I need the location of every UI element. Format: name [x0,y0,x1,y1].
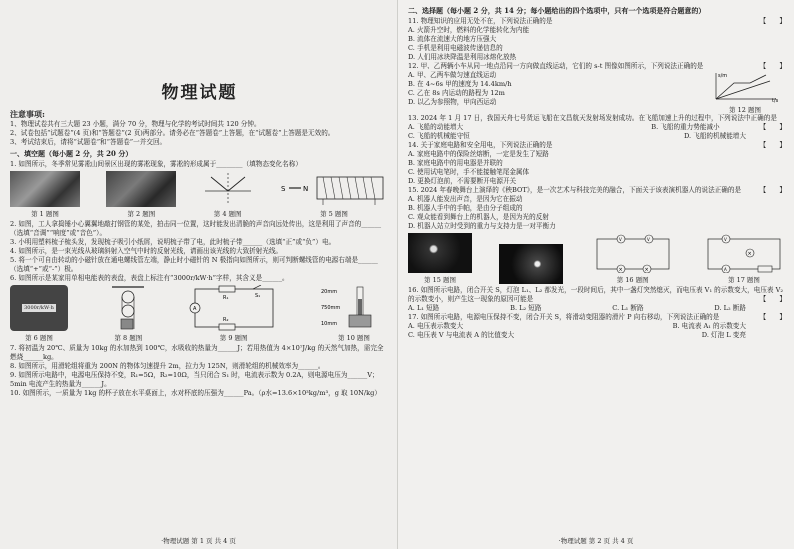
option: A. 机器人能发出声音，是因为它在振动 [408,195,523,203]
option: D. 人们用冰块降温是利用冰熔化放热 [408,53,517,61]
q12-block [408,71,786,114]
figure-caption: 第 4 题图 [213,210,242,218]
notes-heading: 注意事项: [10,109,45,119]
note-item: 1、物理试卷共有三大题 23 小题，满分 70 分，物理与化学的考试时间共 120 分钟。 [10,120,261,128]
fig10-label: 10mm [320,321,338,327]
fig10-label: 750mm [320,305,341,311]
answer-bracket: 【 】 [759,123,786,131]
answer-bracket: 【 】 [759,313,786,321]
question-16 [408,286,786,304]
figure-15 [408,233,472,284]
question-10: 10. 如图所示，一质量为 1kg 的杯子放在水平桌面上，水对杯底的压强为______Pa。（ρ水=13.6×10³kg/m³，g 取 10N/kg） [10,389,381,397]
figure-caption: 第 8 题图 [114,334,143,342]
solenoid-diagram [279,171,389,207]
answer-bracket: 【 】 [759,295,786,303]
figure-caption: 第 6 题图 [25,334,53,342]
figure-8 [108,285,148,342]
frost-photo [10,171,80,207]
figure-4 [203,171,253,218]
option-row [408,322,786,331]
figures-row-2 [10,285,389,342]
svg-text:t/s: t/s [772,98,779,103]
fig10-label: 20mm [320,289,338,295]
svg-text:A: A [192,306,197,312]
option: A. L₁ 短路 [408,304,440,312]
st-graph [710,71,780,103]
figures-row-right [408,233,786,284]
refraction-diagram [203,171,253,207]
question-11 [408,17,786,26]
option: A. 火箭升空时，燃料的化学能转化为内能 [408,26,530,34]
stage-photo [408,233,472,273]
page-footer: ·物理试题 第 2 页 共 4 页 [558,537,634,545]
option: B. 家庭电路中的用电器是并联的 [408,159,503,167]
question-text: 15. 2024 年春晚舞台上演绎的《秧BOT》，是一次艺术与科技完美的融合，下面关于该表演机器人的说法正确的是 [408,186,742,194]
question-14 [408,141,786,150]
svg-text:V: V [723,237,727,242]
svg-text:s/m: s/m [718,73,728,79]
option: D. 以乙为参照物，甲向西运动 [408,98,497,106]
question-17 [408,313,786,322]
figure-16 [591,233,675,284]
question-text: 11. 物理知识的应用无处不在，下列说法正确的是 [408,17,553,25]
section-fill-in: 一、填空题（每小题 2 分，共 20 分） [10,149,133,158]
question-3: 3. 小明用塑料梳子梳头发，发现梳子吸引小纸屑，说明梳子带了电，此时梳子带______（选填“正”或“负”）电。 [10,238,336,246]
figure-caption: 第 1 题图 [31,210,59,218]
figure-caption: 第 10 题图 [338,334,370,342]
svg-text:A: A [723,267,727,272]
figure-12 [710,71,780,114]
option-row [408,132,786,141]
figure-2 [106,171,176,218]
question-1: 1. 如图所示，冬季常见雾凇山间景区出现的雾凇现象，雾凇的形成属于________（填物态变化名称） [10,160,302,168]
mercury-tube-diagram [319,285,389,331]
figure-10 [319,285,389,342]
option-row [408,331,786,340]
section-multiple-choice: 二、选择题（每小题 2 分，共 14 分；每小题给出的四个选项中，只有一个选项是符合题意的） [408,6,706,15]
svg-text:N: N [302,185,309,193]
figure-9 [189,285,279,342]
question-text: 13. 2024 年 1 月 17 日，我国天舟七号货运飞船在文昌航天发射场发射成功。在飞船加速上升的过程中，下列说法中正确的是 [408,114,777,122]
option: C. 观众能看到舞台上的机器人，是因为光的反射 [408,213,549,221]
svg-text:×: × [747,251,752,257]
question-text: 16. 如图所示电路，闭合开关 S，灯泡 L₁、L₂ 都发光，一段时间后，其中一盏灯突然熄灭，而电压表 V₁ 的示数变大，电压表 V₂ 的示数变小，则产生这一现象的原因可能是 [408,286,784,303]
figure-5 [279,171,389,218]
worker-photo [106,171,176,207]
circuit-16 [591,233,675,273]
notes-list [10,120,389,147]
option: D. 机器人站立时受到的重力与支持力是一对平衡力 [408,222,556,230]
answer-bracket: 【 】 [759,141,786,149]
page-footer: ·物理试题 第 1 页 共 4 页 [161,537,236,545]
svg-text:R₁: R₁ [222,295,229,301]
option: B. L₂ 短路 [510,304,542,312]
pulley-diagram [108,285,148,331]
option: C. L₁ 断路 [612,304,644,312]
question-9: 9. 如图所示电路中，电源电压保持不变，R₁=5Ω，R₂=10Ω，当只闭合 S₁ 时，电流表示数为 0.2A，则电源电压为______V；5min 电流产生的热量为______J。 [10,371,379,388]
option-row [408,123,760,132]
option: C. 乙在 8s 内运动的路程为 12m [408,89,505,97]
option: A. 飞船的动能增大 [408,123,464,131]
question-text: 14. 关于家庭电路和安全用电，下列说法正确的是 [408,141,553,149]
answer-bracket: 【 】 [759,17,786,25]
svg-text:V: V [646,237,650,242]
figure-1 [10,171,80,218]
question-text: 17. 如图所示电路，电源电压保持不变，闭合开关 S，将滑动变阻器的滑片 P 向右移动，下列说法正确的是 [408,313,720,321]
answer-bracket: 【 】 [759,62,786,70]
question-2: 2. 如图，工人拿捣锤小心翼翼地敲打钢管的某处，拍击同一位置，这时能发出清脆的声音向远处传出，这是利用了声音的______（选填“音调”“响度”或“音色”）。 [10,220,382,237]
question-15 [408,186,786,195]
option: D. 飞船的机械能增大 [684,132,746,140]
question-8: 8. 如图所示，用滑轮组将重为 200N 的物体匀速提升 2m，拉力为 125N，则滑轮组的机械效率为______。 [10,362,325,370]
option: B. 电流表 A₁ 的示数变大 [672,322,746,330]
option-row [408,304,786,313]
question-7: 7. 将初温为 20℃、质量为 10kg 的水加热到 100℃，水吸收的热量为______J；若用热值为 4×10⁷J/kg 的天然气加热，需完全燃烧______kg。 [10,344,384,361]
answer-bracket: 【 】 [759,186,786,194]
figure-caption: 第 16 题图 [616,276,649,284]
note-item: 3、考试结束后，请将“试题卷”和“答题卷”一并交回。 [10,138,167,146]
question-6: 6. 如图所示是某家用单相电能表的表盘，表盘上标注有“3000r/kW·h”字样，其含义是______。 [10,274,289,282]
option: C. 飞船的机械能守恒 [408,132,470,140]
figure-caption: 第 17 题图 [728,276,760,284]
circuit-17 [702,233,786,273]
svg-text:R₂: R₂ [222,317,229,323]
figure-caption: 第 12 题图 [729,106,761,114]
option: A. 家庭电路中的保险丝熔断，一定是发生了短路 [408,150,549,158]
stage-photo-2 [499,244,563,284]
question-5: 5. 将一个可自由转动的小磁针放在通电螺线管左端，静止时小磁针的 N 极指向如图所示，则可判断螺线管的电源右端是______（选填“+”或“-”）极。 [10,256,378,273]
circuit-diagram [189,285,279,331]
option: A. 电压表示数变大 [408,322,464,330]
page-title: 物理试题 [161,83,238,103]
question-text: 12. 甲、乙两辆小车从同一地点沿同一方向做直线运动，它们的 s-t 图像如图所示，下列说法正确的是 [408,62,704,70]
option: D. 灯泡 L 变亮 [701,331,746,339]
svg-text:V: V [618,237,622,242]
figure-caption: 第 5 题图 [320,210,348,218]
option: C. 电压表 V 与电流表 A 的比值变大 [408,331,515,339]
svg-text:×: × [644,267,649,273]
option: A. 甲、乙两车做匀速直线运动 [408,71,497,79]
svg-text:×: × [618,267,623,273]
option: C. 使用试电笔时，手不能接触笔尾金属体 [408,168,530,176]
figure-17 [702,233,786,284]
figure-15b [499,244,563,284]
option: D. L₂ 断路 [714,304,746,312]
meter-label: 3000r/kW·h [24,305,54,311]
option: C. 手机是利用电磁波传递信息的 [408,44,503,52]
figure-caption: 第 9 题图 [219,334,248,342]
option: B. 飞船的重力势能减小 [651,123,720,131]
option: B. 机器人手中的手帕，是由分子组成的 [408,204,523,212]
option: B. 流体在流速大的地方压强大 [408,35,497,43]
electric-meter [10,285,68,331]
q12-options [408,71,512,114]
figure-caption: 第 2 题图 [127,210,156,218]
figures-row-1 [10,171,389,218]
svg-text:S₁: S₁ [254,293,260,299]
option: B. 在 4~6s 甲的速度为 14.4km/h [408,80,512,88]
svg-text:S: S [280,185,286,193]
figure-6 [10,285,68,342]
question-4: 4. 如图所示，是一束光线从玻璃斜射入空气中时的反射光线，请画出该光线的大致折射光线。 [10,247,283,255]
option: D. 更换灯泡前，不需要断开电源开关 [408,177,517,185]
question-12 [408,62,786,71]
note-item: 2、试卷包括“试题卷”(4 页)和“答题卷”(2 页)两部分。请务必在“答题卷”上答题，在“试题卷”上答题是无效的。 [10,129,335,137]
figure-caption: 第 15 题图 [424,276,456,284]
right-page [397,0,794,549]
